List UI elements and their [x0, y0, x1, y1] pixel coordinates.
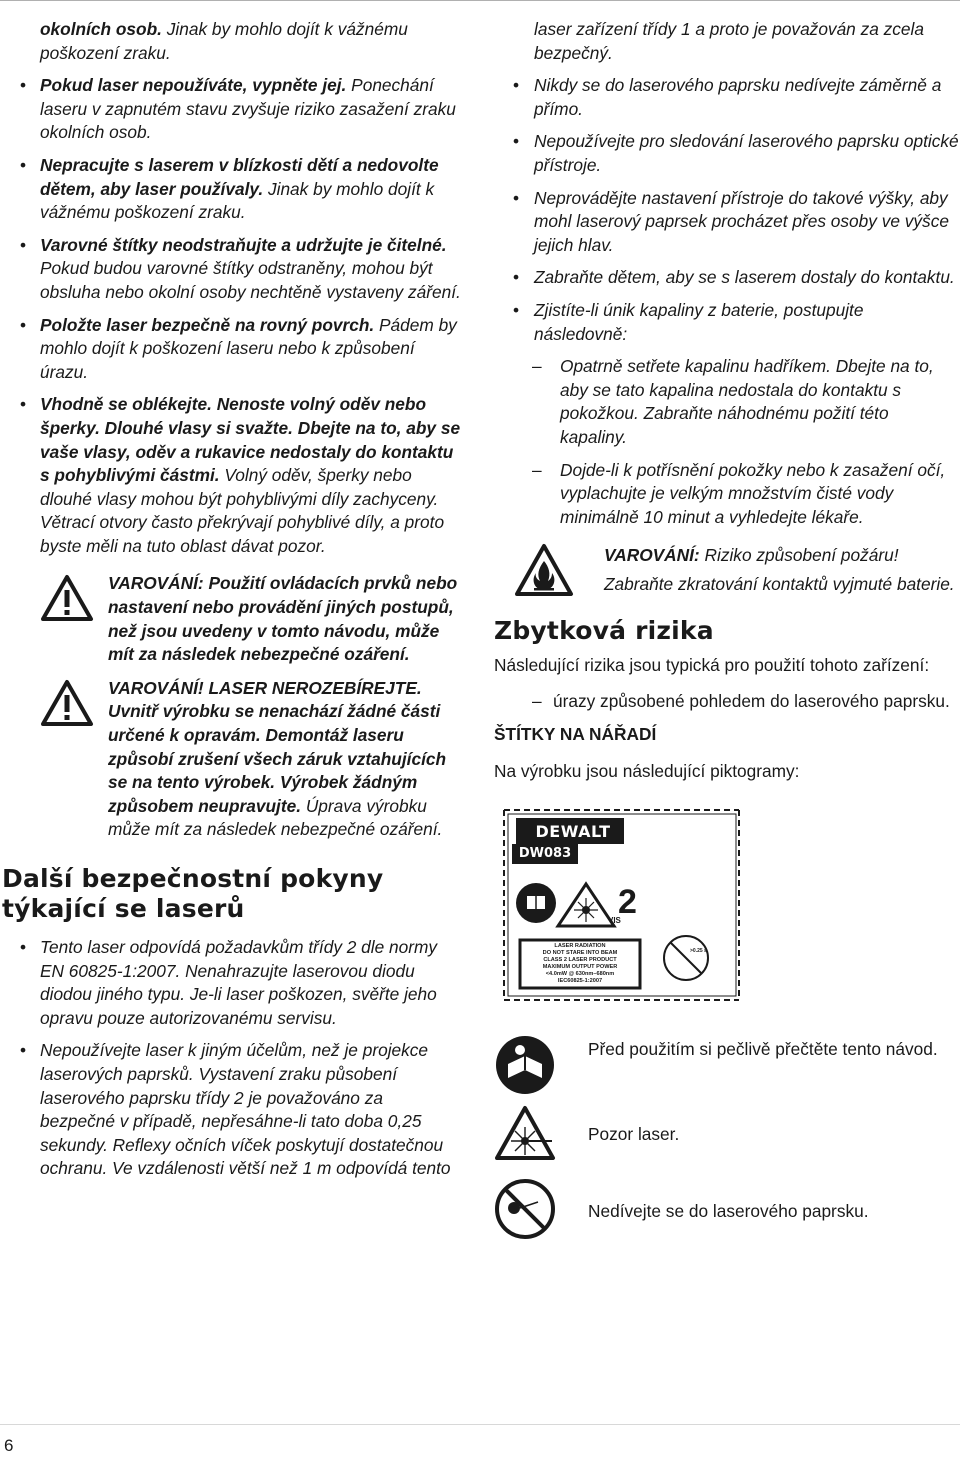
bullet-no-stare: • Nikdy se do laserového paprsku nedívejte záměrně a přímo.: [494, 74, 960, 121]
laser-class-number: 2: [618, 883, 637, 922]
pictogram-no-stare: [494, 1178, 960, 1245]
pictogram-laser-warning-text: Pozor laser.: [588, 1124, 680, 1145]
pictogram-laser-warning: [494, 1105, 960, 1166]
bullet-rest: Pádem by mohlo dojít k poškození laseru nebo k způsobení úrazu.: [40, 314, 457, 382]
bullet-bold: Vhodně se oblékejte. Nenoste volný oděv nebo šperky. Dlouhé vlasy si svažte. Dbejte na to, aby se vaše vlasy, oděv a rukavice nedostaly do kontaktu s pohyblivými částmi.: [40, 394, 461, 486]
bullet-battery-leak: • Zjistíte-li únik kapaliny z baterie, postupujte následovně:: [494, 299, 960, 346]
bullet-clothing: [0, 393, 462, 558]
no-stare-icon: [494, 1178, 588, 1245]
label-line: DO NOT STARE INTO BEAM: [542, 950, 618, 957]
dash-text: úrazy způsobené pohledem do laserového paprsku.: [553, 690, 950, 711]
bullet-usage: • Nepoužívejte laser k jiným účelům, než je projekce laserových paprsků. Vystavení zraku působení laserového paprsku třídy 2 je považováno za bezpečné v případě, nepřesáhne-li tato doba 0,25 sekundy. Reflexy očních víček poskytují dostatečnou ochranu. Ve vzdálenosti větší než 1 m odpovídá tento: [0, 1039, 462, 1181]
bullet-rest: Jinak by mohlo dojít k vážnému poškození zraku.: [40, 178, 435, 223]
section-title-laser-safety: Další bezpečnostní pokyny týkající se laserů: [2, 864, 384, 923]
bullet-bold: Nepracujte s laserem v blízkosti dětí a nedovolte dětem, aby laser používaly.: [40, 154, 439, 199]
pictogram-read-manual-text: Před použitím si pečlivě přečtěte tento návod.: [588, 1039, 938, 1060]
warning-rest: Úprava výrobku může mít za následek nebezpečné ozáření.: [108, 795, 443, 840]
page-number: 6: [4, 1436, 14, 1455]
warning-triangle-icon: [0, 572, 108, 627]
label-line: <4.0mW @ 630nm–680nm: [545, 971, 615, 978]
warning-controls-text: VAROVÁNÍ: Použití ovládacích prvků nebo nastavení nebo provádění jiných postupů, než jsou uvedeny v tomto návodu, může mít za následek nebezpečné ozáření.: [108, 573, 458, 665]
model-number: DW083: [518, 846, 572, 862]
warning-controls: [0, 572, 462, 666]
section-title-residual-risks: Zbytková rizika: [494, 616, 714, 646]
dash-rinse: – Dojde-li k potřísnění pokožky nebo k zasažení očí, vyplachujte je velkým množstvím čisté vody minimálně 10 minut a vyhledejte lékaře.: [494, 459, 960, 530]
bullet-bold: Položte laser bezpečně na rovný povrch.: [40, 314, 375, 335]
pictogram-no-stare-text: Nedívejte se do laserového paprsku.: [588, 1201, 869, 1222]
warning-bold: VAROVÁNÍ! LASER NEROZEBÍREJTE. Uvnitř výrobku se nenachází žádné části určené k opravám. Demontáž laseru způsobí zrušení všech záruk vztahujících se na tento výrobek. Výrobek žádným způsobem neupravujte.: [108, 677, 447, 816]
tool-label-illustration: [494, 800, 754, 1012]
bullet-no-optics: • Nepoužívejte pro sledování laserového paprsku optické přístroje.: [494, 130, 960, 177]
label-line: CLASS 2 LASER PRODUCT: [543, 957, 617, 964]
label-line: LASER RADIATION: [554, 943, 606, 950]
bullet-bold: Varovné štítky neodstraňujte a udržujte je čitelné.: [40, 234, 447, 255]
brand-logo: DEWALT: [535, 822, 611, 842]
dash-residual: [494, 690, 960, 714]
laser-info-text: [522, 943, 638, 985]
intro-rest: Jinak by mohlo dojít k vážnému poškození zraku.: [40, 19, 408, 63]
label-line: MAXIMUM OUTPUT POWER: [542, 964, 618, 971]
intro-bold: okolních osob.: [40, 19, 162, 39]
bullet-rest: Ponechání laseru v zapnutém stavu zvyšuje riziko zasažení zraku okolních osob.: [40, 75, 456, 143]
bullet-height: • Neprovádějte nastavení přístroje do takové výšky, aby mohl laserový paprsek procházet přes osoby ve výšce jejich hlav.: [494, 187, 960, 258]
bullet-children: • Zabraňte dětem, aby se s laserem dostaly do kontaktu.: [494, 266, 960, 290]
continuation-paragraph: laser zařízení třídy 1 a proto je považován za zcela bezpečný.: [534, 19, 924, 63]
warning-fire-text: [604, 541, 960, 599]
small-duration-label: >0.25 s: [690, 948, 707, 955]
warning-rest: Riziko způsobení požáru! Zabraňte zkratování kontaktů vyjmuté baterie.: [604, 545, 955, 595]
bullet-laser-off: [0, 74, 462, 145]
bullet-bold: Pokud laser nepoužíváte, vypněte jej.: [40, 75, 347, 96]
warning-disassembly: [0, 677, 462, 842]
bullet-rest: Volný oděv, šperky nebo dlouhé vlasy mohou být pohyblivými díly zachyceny. Větrací otvory často překrývají pohyblivé díly, a proto byste měli na tuto oblast dávat pozor.: [40, 465, 445, 556]
laser-warning-icon: [494, 1105, 588, 1166]
right-column: [494, 18, 960, 1245]
labels-header: ŠTÍTKY NA NÁŘADÍ: [494, 724, 657, 745]
intro-paragraph: [0, 18, 462, 65]
warning-triangle-icon: [0, 677, 108, 732]
bullet-flat-surface: [0, 314, 462, 385]
dash-wipe: – Opatrně setřete kapalinu hadříkem. Dbejte na to, aby se tato kapalina nedostala do kontaktu s pokožkou. Zabraňte náhodnému požití této kapaliny.: [494, 355, 960, 449]
warning-fire: [494, 541, 960, 602]
read-manual-icon: [494, 1034, 588, 1101]
pictogram-read-manual: [494, 1034, 960, 1101]
bullet-children: [0, 154, 462, 225]
bullet-warning-labels: [0, 234, 462, 305]
vis-label: VIS: [608, 916, 621, 926]
label-line: IEC60825-1:2007: [557, 978, 603, 985]
fire-warning-icon: [494, 541, 604, 602]
warning-disassembly-text: [108, 677, 462, 842]
bullet-rest: Pokud budou varovné štítky odstraněny, mohou být obsluha nebo okolní osoby nechtěně vystaveny záření.: [40, 258, 461, 302]
warning-bold: VAROVÁNÍ:: [604, 545, 700, 566]
labels-intro: Na výrobku jsou následující piktogramy:: [494, 761, 800, 782]
left-column: [0, 18, 462, 1190]
top-rule: [0, 0, 960, 1]
bullet-class2: • Tento laser odpovídá požadavkům třídy 2 dle normy EN 60825-1:2007. Nenahrazujte laserovou diodu diodou jiného typu. Je-li laser poškozen, svěřte jeho opravu pouze autorizovanému servisu.: [0, 936, 462, 1030]
bottom-rule: [0, 1424, 960, 1425]
residual-intro: Následující rizika jsou typická pro použití tohoto zařízení:: [494, 655, 930, 676]
